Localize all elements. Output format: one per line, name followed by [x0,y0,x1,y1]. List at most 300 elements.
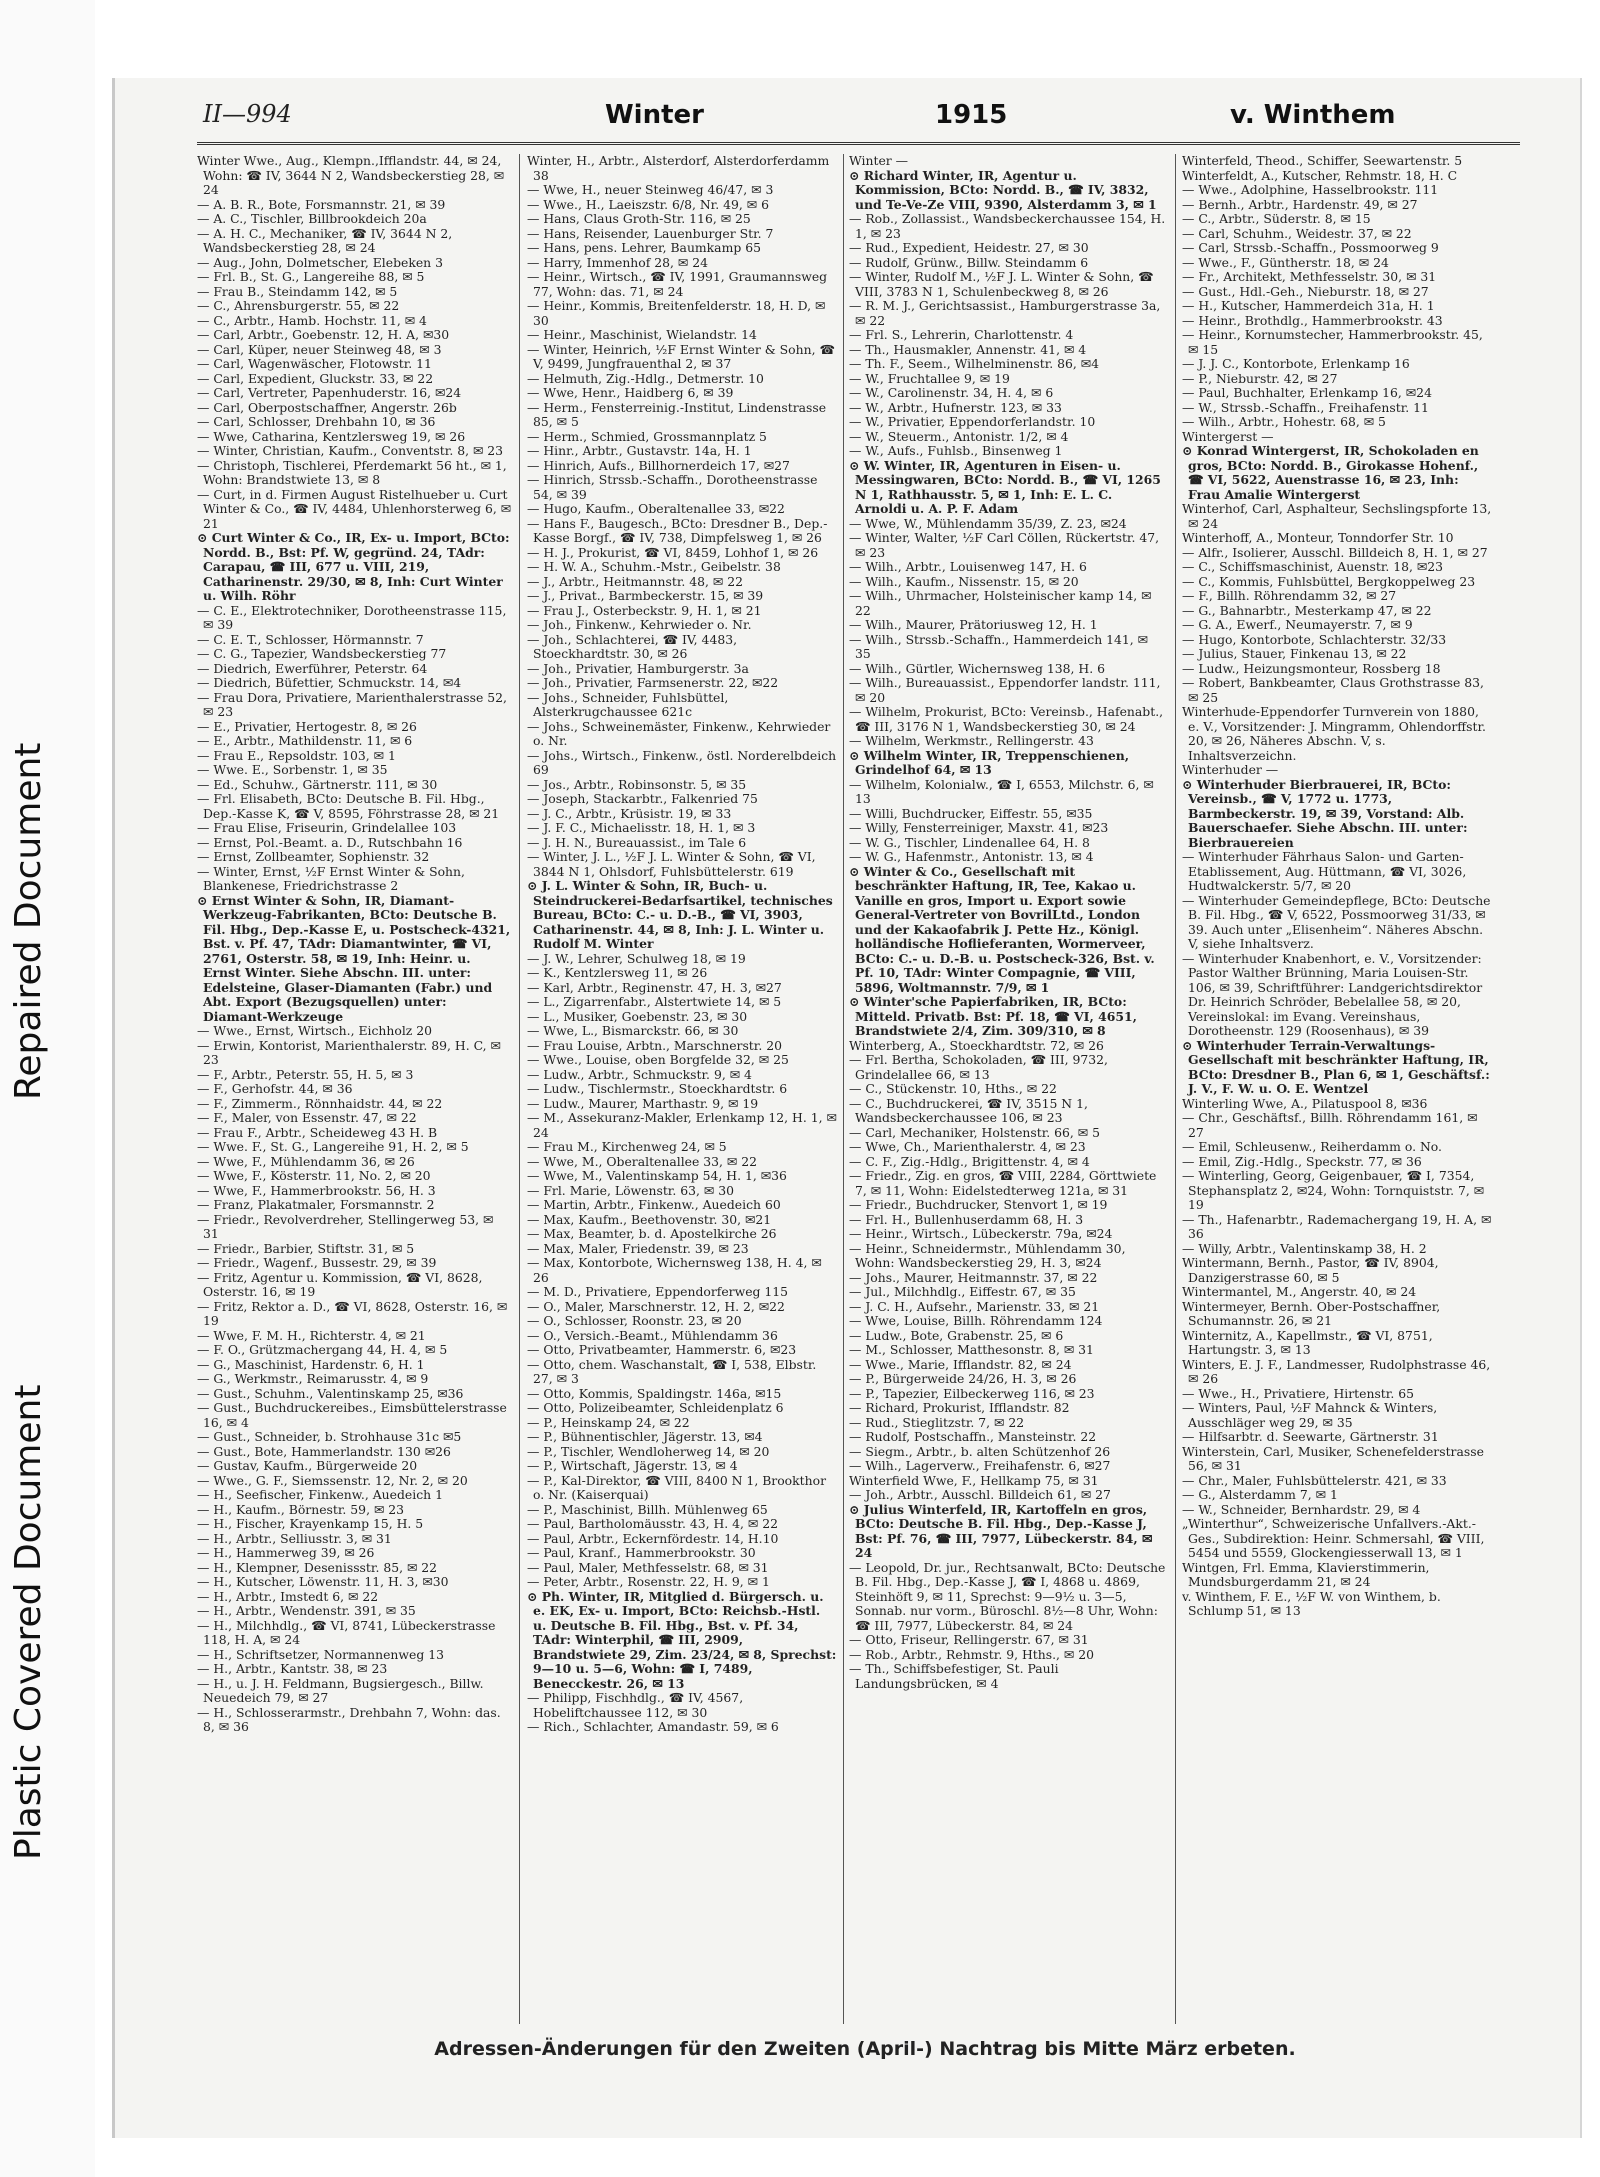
directory-entry: — Ludw., Arbtr., Schmuckstr. 9, ✉ 4 [527,1066,752,1082]
directory-entry: ⊙ Winterhuder Terrain-Verwaltungs-Gesellschaft mit beschränkter Haftung, IR, BCto: Dresdner B., Plan 6, ✉ 1, Geschäftsf.: J. V., F. W. u. O. E. Wentzel [1182,1037,1490,1096]
directory-entry: — Willy, Arbtr., Valentinskamp 38, H. 2 [1182,1240,1427,1256]
plastic-covered-label: Plastic Covered Document [8,1384,49,1860]
directory-entry: Winterstein, Carl, Musiker, Schenefelderstrasse 56, ✉ 31 [1182,1443,1484,1473]
directory-entry: — Wwe., F., Güntherstr. 18, ✉ 24 [1182,254,1389,270]
directory-entry: — C. G., Tapezier, Wandsbeckerstieg 77 [197,646,447,661]
directory-entry: — A. C., Tischler, Billbrookdeich 20a [197,211,427,226]
directory-entry: — Emil, Zig.-Hdlg., Speckstr. 77, ✉ 36 [1182,1153,1422,1169]
directory-entry: — Franz, Plakatmaler, Forsmannstr. 2 [197,1197,435,1212]
directory-entry: — G., Alsterdamm 7, ✉ 1 [1182,1487,1338,1502]
directory-entry: — M., Schlosser, Matthesonstr. 8, ✉ 31 [849,1342,1094,1357]
directory-entry: — G., Bahnarbtr., Mesterkamp 47, ✉ 22 [1182,602,1432,618]
directory-entry: — Gust., Bote, Hammerlandstr. 130 ✉26 [197,1443,451,1459]
scanner-margin [0,0,95,2177]
directory-entry: Winterfeldt, A., Kutscher, Rehmstr. 18, H. C [1182,167,1458,183]
directory-entry: — Wwe, F., Mühlendamm 36, ✉ 26 [197,1153,415,1169]
directory-entry: — Christoph, Tischlerei, Pferdemarkt 56 ht., ✉ 1, Wohn: Brandstwiete 13, ✉ 8 [197,457,507,487]
directory-entry: — W., Steuerm., Antonistr. 1/2, ✉ 4 [849,428,1069,444]
directory-entry: — Wilh., Lagerverw., Freihafenstr. 6, ✉27 [849,1458,1111,1473]
directory-entry: — J., Arbtr., Heitmannstr. 48, ✉ 22 [527,573,743,589]
directory-entry: — Carl, Strssb.-Schaffn., Possmoorweg 9 [1182,240,1439,255]
directory-entry: — Alfr., Isolierer, Ausschl. Billdeich 8, H. 1, ✉ 27 [1182,544,1488,560]
directory-entry: — C., Arbtr., Süderstr. 8, ✉ 15 [1182,211,1371,226]
directory-entry: — W., Carolinenstr. 34, H. 4, ✉ 6 [849,385,1054,400]
directory-entry: — Max, Kontorbote, Wichernsweg 138, H. 4, ✉ 26 [527,1255,822,1285]
directory-entry: — Winter, Ernst, ½F Ernst Winter & Sohn, Blankenese, Friedrichstrasse 2 [197,863,465,893]
directory-entry: — Aug., John, Dolmetscher, Elebeken 3 [197,254,443,270]
directory-entry: — Friedr., Wagenf., Bussestr. 29, ✉ 39 [197,1255,437,1270]
directory-entry: — Carl, Vertreter, Papenhuderstr. 16, ✉24 [197,385,462,400]
directory-entry: — Frl. S., Lehrerin, Charlottenstr. 4 [849,327,1074,342]
directory-entry: — Winter, Christian, Kaufm., Conventstr. 8, ✉ 23 [197,443,504,458]
directory-page [112,78,1582,2138]
header-year: 1915 [935,100,1008,130]
directory-entry: — P., Tischler, Wendloherweg 14, ✉ 20 [527,1443,770,1459]
directory-entry: — G., Werkmstr., Reimarusstr. 4, ✉ 9 [197,1371,429,1386]
directory-entry: ⊙ J. L. Winter & Sohn, IR, Buch- u. Steindruckerei-Bedarfsartikel, technisches Bureau, BCto: C.- u. D.-B., ☎ VI, 3903, Catharinenstr. 44, ✉ 8, Inh: J. L. Winter u. Rudolf M. Winter [527,878,833,951]
directory-entry: — Wwe, M., Oberaltenallee 33, ✉ 22 [527,1153,758,1169]
directory-entry: — Frau Elise, Friseurin, Grindelallee 103 [197,820,457,835]
directory-entry: — Wilh., Kaufm., Nissenstr. 15, ✉ 20 [849,573,1079,589]
directory-entry: — Rud., Stieglitzstr. 7, ✉ 22 [849,1414,1025,1430]
directory-entry: — H., Milchhdlg., ☎ VI, 8741, Lübeckerstrasse 118, H. A, ✉ 24 [197,1617,496,1647]
directory-entry: — Otto, Privatbeamter, Hammerstr. 6, ✉23 [527,1342,797,1357]
directory-entry: — E., Arbtr., Mathildenstr. 11, ✉ 6 [197,733,413,748]
directory-entry: ⊙ Curt Winter & Co., IR, Ex- u. Import, BCto: Nordd. B., Bst: Pf. W, gegründ. 24, TAdr: Carapau, ☎ III, 677 u. VIII, 219, Catharinenstr. 29/30, ✉ 8, Inh: Curt Winter u. Wilh. Röhr [197,530,510,603]
directory-entry: — Frl. Marie, Löwenstr. 63, ✉ 30 [527,1182,734,1198]
directory-entry: — Leopold, Dr. jur., Rechtsanwalt, BCto: Deutsche B. Fil. Hbg., Dep.-Kasse J, ☎ I, 4868 u. 4869, Steinhöft 9, ✉ 11, Sprechst: 9—9½ u. 3—5, Sonnab. nur vorm., Büroschl. 8½—8 Uhr, Wohn: ☎ III, 7977, Lübeckerstr. 84, ✉ 24 [849,1559,1166,1633]
directory-entry: — Wwe, Ch., Marienthalerstr. 4, ✉ 23 [849,1139,1086,1154]
directory-entry: — Heinr., Wirtsch., Lübeckerstr. 79a, ✉24 [849,1226,1113,1241]
directory-entry: — P., Nieburstr. 42, ✉ 27 [1182,370,1338,386]
directory-entry: — Rudolf, Postschaffn., Mansteinstr. 22 [849,1429,1097,1444]
directory-entry: — Willy, Fensterreiniger, Maxstr. 41, ✉23 [849,820,1109,835]
directory-entry: Wintgen, Frl. Emma, Klavierstimmerin, Mundsburgerdamm 21, ✉ 24 [1182,1559,1430,1589]
directory-entry: — Diedrich, Ewerführer, Peterstr. 64 [197,660,428,676]
directory-entry: ⊙ Winter & Co., Gesellschaft mit beschränkter Haftung, IR, Tee, Kakao u. Vanille en gros, Import u. Export sowie General-Vertreter von BovrilLtd., London und der Kakaofabrik J. Pette Hz., Königl. holländische Hoflieferanten, Wormerveer, BCto: C.- u. D.-B. u. Postscheck-326, Bst. v. Pf. 10, TAdr: Winter Compagnie, ☎ VIII, 5896, Woltmannstr. 7/9, ✉ 1 [849,863,1155,995]
directory-entry: — P., Wirtschaft, Jägerstr. 13, ✉ 4 [527,1458,738,1473]
directory-entry: — Heinr., Kommis, Breitenfelderstr. 18, H. D, ✉ 30 [527,298,826,328]
directory-entry: — C., Ahrensburgerstr. 55, ✉ 22 [197,298,400,313]
directory-entry: — Winter, J. L., ½F J. L. Winter & Sohn, ☎ VI, 3844 N 1, Ohlsdorf, Fuhlsbüttelerstr. 619 [527,849,816,879]
directory-entry: — Willi, Buchdrucker, Eiffestr. 55, ✉35 [849,805,1093,821]
directory-entry: — H. W. A., Schuhm.-Mstr., Geibelstr. 38 [527,559,781,574]
directory-entry: — H., Arbtr., Imstedt 6, ✉ 22 [197,1588,379,1604]
directory-entry: Winterhude-Eppendorfer Turnverein von 1880, e. V., Vorsitzender: J. Mingramm, Ohlendorffstr. 20, ✉ 26, Näheres Abschn. V, s. Inhaltsverzeichn. [1182,704,1486,763]
directory-entry: — Carl, Wagenwäscher, Flotowstr. 11 [197,356,432,371]
directory-entry: — Ed., Schuhw., Gärtnerstr. 111, ✉ 30 [197,776,438,792]
directory-entry: ⊙ Winterhuder Bierbrauerei, IR, BCto: Vereinsb., ☎ V, 1772 u. 1773, Barmbeckerstr. 19, ✉ 39, Vorstand: Alb. Bauerschaefer. Siehe Abschn. III. unter: Bierbrauereien [1182,776,1468,850]
directory-entry: — Carl, Mechaniker, Holstenstr. 66, ✉ 5 [849,1124,1101,1140]
directory-entry: — Hinr., Arbtr., Gustavstr. 14a, H. 1 [527,443,752,458]
directory-entry: — Fr., Architekt, Methfesselstr. 30, ✉ 31 [1182,269,1437,284]
page-footer-notice: Adressen-Änderungen für den Zweiten (April-) Nachtrag bis Mitte März erbeten. [434,2038,1296,2060]
directory-entry: — Wwe. F., St. G., Langereihe 91, H. 2, ✉ 5 [197,1139,469,1154]
directory-entry: — Wilh., Strssb.-Schaffn., Hammerdeich 141, ✉ 35 [849,631,1149,661]
directory-entry: — H., Klempner, Desenissstr. 85, ✉ 22 [197,1559,438,1575]
directory-entry: ⊙ Winter'sche Papierfabriken, IR, BCto: Mitteld. Privatb. Bst: Pf. 18, ☎ VI, 4651, Brandstwiete 2/4, Zim. 309/310, ✉ 8 [849,994,1137,1038]
directory-entry: — A. H. C., Mechaniker, ☎ IV, 3644 N 2, Wandsbeckerstieg 28, ✉ 24 [197,225,453,255]
directory-entry: — O., Versich.-Beamt., Mühlendamm 36 [527,1327,778,1343]
directory-entry: — C., Kommis, Fuhlsbüttel, Bergkoppelweg 23 [1182,573,1476,589]
directory-entry: — Emil, Schleusenw., Reiherdamm o. No. [1182,1139,1442,1154]
directory-entry: Winterfeld, Theod., Schiffer, Seewartenstr. 5 [1182,154,1463,168]
directory-entry: — Wwe, H., neuer Steinweg 46/47, ✉ 3 [527,182,774,197]
directory-entry: — Max, Kaufm., Beethovenstr. 30, ✉21 [527,1211,772,1227]
directory-entry: — Rich., Schlachter, Amandastr. 59, ✉ 6 [527,1719,779,1734]
directory-entry: — Jul., Milchhdlg., Eiffestr. 67, ✉ 35 [849,1284,1076,1299]
directory-entry: — Wilh., Arbtr., Louisenweg 147, H. 6 [849,559,1087,574]
directory-entry: — Paul, Arbtr., Eckernfördestr. 14, H.10 [527,1530,779,1546]
directory-entry: — Frl. B., St. G., Langereihe 88, ✉ 5 [197,269,425,284]
directory-entry: — Gust., Hdl.-Geh., Nieburstr. 18, ✉ 27 [1182,283,1429,299]
directory-entry: — Siegm., Arbtr., b. alten Schützenhof 26 [849,1443,1111,1459]
directory-entry: — Gust., Schuhm., Valentinskamp 25, ✉36 [197,1385,464,1401]
header-rule [197,142,1520,145]
directory-entry: — Ludw., Heizungsmonteur, Rossberg 18 [1182,660,1441,676]
directory-entry: — H., Seefischer, Finkenw., Auedeich 1 [197,1487,443,1502]
directory-entry: — A. B. R., Bote, Forsmannstr. 21, ✉ 39 [197,196,446,212]
directory-entry: — Frl. H., Bullenhuserdamm 68, H. 3 [849,1211,1084,1227]
directory-entry: — Johs., Wirtsch., Finkenw., östl. Norderelbdeich 69 [527,747,837,777]
directory-entry: — Winterhuder Fährhaus Salon- und Garten-Etablissement, Aug. Hüttmann, ☎ VI, 3026, Hudtwalckerstr. 5/7, ✉ 20 [1182,849,1467,893]
directory-entry: — Johs., Schweinemäster, Finkenw., Kehrwieder o. Nr. [527,718,831,748]
directory-entry: — Ludw., Bote, Grabenstr. 25, ✉ 6 [849,1327,1064,1343]
directory-entry: ⊙ Ph. Winter, IR, Mitglied d. Bürgersch. u. e. EK, Ex- u. Import, BCto: Reichsb.-Hstl. u. Deutsche B. Fil. Hbg., Bst. v. Pf. 34, TAdr: Winterphil, ☎ III, 2909, Brandstwiete 29, Zim. 23/24, ✉ 8, Sprechst: 9—10 u. 5—6, Wohn: ☎ I, 7489, Benecckestr. 26, ✉ 13 [527,1588,837,1691]
directory-entry: Winter — [849,154,909,168]
directory-entry: — Winters, Paul, ½F Mahnck & Winters, Ausschläger weg 29, ✉ 35 [1182,1400,1438,1430]
column-1 [197,154,512,2024]
directory-entry: — H. J., Prokurist, ☎ VI, 8459, Lohhof 1, ✉ 26 [527,544,819,560]
directory-entry: — Otto, Polizeibeamter, Schleidenplatz 6 [527,1400,784,1415]
directory-entry: ⊙ Konrad Wintergerst, IR, Schokoladen en gros, BCto: Nordd. B., Girokasse Hohenf., ☎ VI, 5622, Auenstrasse 16, ✉ 23, Inh: Frau Amalie Wintergerst [1182,443,1479,502]
column-4 [1182,154,1492,2024]
directory-entry: — Julius, Stauer, Finkenau 13, ✉ 22 [1182,646,1407,661]
directory-entry: — Hans F., Baugesch., BCto: Dresdner B., Dep.-Kasse Borgf., ☎ IV, 738, Dimpfelsweg 1, ✉ 26 [527,515,828,545]
directory-entry: Wintermeyer, Bernh. Ober-Postschaffner, Schumannstr. 26, ✉ 21 [1182,1298,1441,1328]
directory-entry: — Herm., Schmied, Grossmannplatz 5 [527,428,767,444]
directory-entry: Winter, H., Arbtr., Alsterdorf, Alsterdorferdamm 38 [527,154,830,183]
directory-entry: — Fritz, Agentur u. Kommission, ☎ VI, 8628, Osterstr. 16, ✉ 19 [197,1269,483,1299]
directory-entry: — Joh., Privatier, Farmsenerstr. 22, ✉22 [527,675,779,690]
directory-entry: — Wwe., Adolphine, Hasselbrookstr. 111 [1182,182,1439,197]
directory-entry: — C., Schiffsmaschinist, Auenstr. 18, ✉23 [1182,559,1444,574]
directory-entry: — Frau F., Arbtr., Scheideweg 43 H. B [197,1124,438,1140]
directory-entry: — Heinr., Brothdlg., Hammerbrookstr. 43 [1182,312,1443,328]
directory-entry: ⊙ Julius Winterfeld, IR, Kartoffeln en gros, BCto: Deutsche B. Fil. Hbg., Dep.-Kasse J, Bst: Pf. 76, ☎ III, 7977, Lübeckerstr. 84, ✉ 24 [849,1501,1153,1560]
directory-entry: — Wwe., G. F., Siemssenstr. 12, Nr. 2, ✉ 20 [197,1472,468,1488]
directory-entry: ⊙ Richard Winter, IR, Agentur u. Kommission, BCto: Nordd. B., ☎ IV, 3832, und Te-Ve-Ze VIII, 9390, Alsterdamm 3, ✉ 1 [849,167,1157,212]
directory-entry: — Carl, Schuhm., Weidestr. 37, ✉ 22 [1182,225,1412,241]
directory-entry: — O., Schlosser, Roonstr. 23, ✉ 20 [527,1313,742,1328]
directory-entry: — Gust., Buchdruckereibes., Eimsbüttelerstrasse 16, ✉ 4 [197,1400,507,1430]
directory-entry: — Th., Hausmakler, Annenstr. 41, ✉ 4 [849,341,1087,357]
directory-entry: — Johs., Maurer, Heitmannstr. 37, ✉ 22 [849,1269,1098,1285]
directory-entry: — W. G., Tischler, Lindenallee 64, H. 8 [849,834,1090,850]
directory-entry: Winter Wwe., Aug., Klempn.,Ifflandstr. 44, ✉ 24, Wohn: ☎ IV, 3644 N 2, Wandsbeckerstieg 28, ✉ 24 [197,154,505,197]
directory-entry: — Frau B., Steindamm 142, ✉ 5 [197,283,398,299]
column-2 [527,154,837,2024]
directory-entry: — O., Maler, Marschnerstr. 12, H. 2, ✉22 [527,1298,785,1314]
directory-entry: — Joh., Finkenw., Kehrwieder o. Nr. [527,617,752,632]
directory-entry: — Wilh., Gürtler, Wichernsweg 138, H. 6 [849,660,1105,676]
directory-entry: — H., Arbtr., Wendenstr. 391, ✉ 35 [197,1603,416,1618]
directory-entry: „Winterthur“, Schweizerische Unfallvers.-Akt.-Ges., Subdirektion: Heinr. Schmersahl, ☎ VIII, 5454 und 5559, Glockengiesserwall 13, ✉ 1 [1182,1516,1485,1560]
column-divider [1175,154,1176,2024]
directory-entry: — Heinr., Kornumstecher, Hammerbrookstr. 45, ✉ 15 [1182,327,1483,357]
directory-entry: — F., Zimmerm., Rönnhaidstr. 44, ✉ 22 [197,1095,443,1111]
directory-entry: — Frau M., Kirchenweg 24, ✉ 5 [527,1139,727,1154]
directory-entry: — Friedr., Buchdrucker, Stenvort 1, ✉ 19 [849,1197,1108,1212]
directory-entry: — L., Zigarrenfabr., Alstertwiete 14, ✉ 5 [527,994,782,1009]
directory-entry: — Max, Beamter, b. d. Apostelkirche 26 [527,1226,777,1241]
directory-entry: — Th., Hafenarbtr., Rademachergang 19, H. A, ✉ 36 [1182,1211,1492,1241]
directory-entry: — Carl, Schlosser, Drehbahn 10, ✉ 36 [197,414,436,429]
directory-entry: — W., Arbtr., Hufnerstr. 123, ✉ 33 [849,399,1062,415]
directory-entry: — Wwe., Ernst, Wirtsch., Eichholz 20 [197,1023,433,1038]
directory-entry: — Carl, Küper, neuer Steinweg 48, ✉ 3 [197,341,442,357]
directory-entry: — Winter, Walter, ½F Carl Cöllen, Rückertstr. 47, ✉ 23 [849,530,1160,560]
directory-entry: — Frau Dora, Privatiere, Marienthalerstrasse 52, ✉ 23 [197,689,507,719]
directory-entry: — R. M. J., Gerichtsassist., Hamburgerstrasse 3a, ✉ 22 [849,298,1161,328]
directory-entry: — W., Fruchtallee 9, ✉ 19 [849,370,1010,386]
directory-entry: — Otto, Kommis, Spaldingstr. 146a, ✉15 [527,1385,782,1401]
directory-entry: Wintergerst — [1182,428,1274,444]
directory-entry: — Jos., Arbtr., Robinsonstr. 5, ✉ 35 [527,776,747,792]
directory-entry: — Hinrich, Strssb.-Schaffn., Dorotheenstrasse 54, ✉ 39 [527,472,818,502]
directory-entry: — Gust., Schneider, b. Strohhause 31c ✉5 [197,1429,462,1444]
directory-entry: — Wilhelm, Kolonialw., ☎ I, 6553, Milchstr. 6, ✉ 13 [849,776,1154,806]
directory-entry: — Harry, Immenhof 28, ✉ 24 [527,254,709,270]
directory-entry: — Martin, Arbtr., Finkenw., Auedeich 60 [527,1197,781,1212]
directory-entry: — Hugo, Kontorbote, Schlachterstr. 32/33 [1182,631,1447,647]
directory-entry: — Philipp, Fischhdlg., ☎ IV, 4567, Hobeliftchaussee 112, ✉ 30 [527,1690,744,1720]
directory-entry: — Winter, Heinrich, ½F Ernst Winter & Sohn, ☎ V, 9499, Jungfrauenthal 2, ✉ 37 [527,341,835,371]
directory-entry: Winterling Wwe, A., Pilatuspool 8, ✉36 [1182,1095,1428,1111]
directory-entry: — F. O., Grützmachergang 44, H. 4, ✉ 5 [197,1342,448,1357]
directory-entry: — Chr., Maler, Fuhlsbüttelerstr. 421, ✉ 33 [1182,1472,1447,1488]
directory-entry: — F., Gerhofstr. 44, ✉ 36 [197,1081,353,1096]
directory-entry: — F., Billh. Röhrendamm 32, ✉ 27 [1182,588,1397,603]
directory-entry: — P., Maschinist, Billh. Mühlenweg 65 [527,1501,768,1517]
directory-entry: — H., Kutscher, Hammerdeich 31a, H. 1 [1182,298,1435,313]
directory-entry: Winterhof, Carl, Asphalteur, Sechslingspforte 13, ✉ 24 [1182,501,1492,531]
directory-entry: — Peter, Arbtr., Rosenstr. 22, H. 9, ✉ 1 [527,1574,770,1589]
directory-entry: — L., Musiker, Goebenstr. 23, ✉ 30 [527,1008,748,1024]
directory-entry: — Wwe, F., Kösterstr. 11, No. 2, ✉ 20 [197,1168,431,1183]
directory-entry: — Otto, Friseur, Rellingerstr. 67, ✉ 31 [849,1632,1089,1647]
directory-entry: — H., Hammerweg 39, ✉ 26 [197,1545,375,1560]
directory-entry: — C., Stückenstr. 10, Hths., ✉ 22 [849,1081,1057,1096]
directory-entry: — Ludw., Tischlermstr., Stoeckhardtstr. 6 [527,1081,788,1096]
directory-entry: — Robert, Bankbeamter, Claus Grothstrasse 83, ✉ 25 [1182,675,1484,705]
directory-entry: — Rudolf, Grünw., Billw. Steindamm 6 [849,254,1089,270]
directory-entry: — Wwe, F., Hammerbrookstr. 56, H. 3 [197,1182,436,1198]
directory-entry: — Karl, Arbtr., Reginenstr. 47, H. 3, ✉27 [527,979,782,995]
directory-entry: — Joh., Arbtr., Ausschl. Billdeich 61, ✉ 27 [849,1487,1111,1502]
directory-entry: — Rob., Arbtr., Rehmstr. 9, Hths., ✉ 20 [849,1646,1094,1662]
directory-entry: — K., Kentzlersweg 11, ✉ 26 [527,965,708,980]
directory-entry: — Joseph, Stackarbtr., Falkenried 75 [527,791,758,806]
directory-entry: — P., Bürgerweide 24/26, H. 3, ✉ 26 [849,1371,1077,1386]
directory-entry: — P., Tapezier, Eilbeckerweg 116, ✉ 23 [849,1385,1095,1401]
directory-entry: — H., Arbtr., Kantstr. 38, ✉ 23 [197,1661,388,1676]
directory-entry: — Carl, Oberpostschaffner, Angerstr. 26b [197,399,457,415]
directory-entry: — W., Strssb.-Schaffn., Freihafenstr. 11 [1182,399,1429,415]
directory-entry: — Bernh., Arbtr., Hardenstr. 49, ✉ 27 [1182,196,1418,212]
directory-entry: — W., Schneider, Bernhardstr. 29, ✉ 4 [1182,1501,1421,1517]
directory-entry: — H., Fischer, Krayenkamp 15, H. 5 [197,1516,424,1531]
directory-entry: Winterhuder — [1182,762,1279,777]
page-number: II—994 [203,100,292,128]
directory-entry: ⊙ W. Winter, IR, Agenturen in Eisen- u. Messingwaren, BCto: Nordd. B., ☎ VI, 1265 N 1, Rathhausstr. 5, ✉ 1, Inh: E. L. C. Arnoldi u. A. P. F. Adam [849,457,1161,516]
directory-entry: — P., Heinskamp 24, ✉ 22 [527,1414,690,1430]
directory-entry: — J. J. C., Kontorbote, Erlenkamp 16 [1182,356,1410,371]
directory-entry: — Erwin, Kontorist, Marienthalerstr. 89, H. C, ✉ 23 [197,1037,501,1067]
directory-entry: — Wwe, Henr., Haidberg 6, ✉ 39 [527,385,734,400]
entry-columns [197,154,1527,2024]
directory-entry: — Wwe., Marie, Ifflandstr. 82, ✉ 24 [849,1356,1072,1372]
directory-entry: — G. A., Ewerf., Neumayerstr. 7, ✉ 9 [1182,617,1413,632]
directory-entry: — Th., Schiffsbefestiger, St. Pauli Landungsbrücken, ✉ 4 [849,1661,1059,1691]
directory-entry: — Carl, Expedient, Gluckstr. 33, ✉ 22 [197,370,434,386]
directory-entry: — Th. F., Seem., Wilhelminenstr. 86, ✉4 [849,356,1100,371]
directory-entry: — H., Kaufm., Börnestr. 59, ✉ 23 [197,1501,405,1517]
directory-entry: — Herm., Fensterreinig.-Institut, Lindenstrasse 85, ✉ 5 [527,399,827,429]
directory-entry: — Hans, Claus Groth-Str. 116, ✉ 25 [527,211,751,226]
directory-entry: — Joh., Privatier, Hamburgerstr. 3a [527,660,749,676]
directory-entry: — Otto, chem. Waschanstalt, ☎ I, 538, Elbstr. 27, ✉ 3 [527,1356,817,1386]
directory-entry: — Joh., Schlachterei, ☎ IV, 4483, Stoeckhardtstr. 30, ✉ 26 [527,631,738,661]
directory-entry: — Frau E., Repsoldstr. 103, ✉ 1 [197,747,396,763]
directory-entry: — Ernst, Pol.-Beamt. a. D., Rutschbahn 16 [197,834,463,850]
directory-entry: — Friedr., Revolverdreher, Stellingerweg 53, ✉ 31 [197,1211,494,1241]
directory-entry: — H., Schriftsetzer, Normannenweg 13 [197,1646,444,1662]
directory-entry: — Winterhuder Knabenhort, e. V., Vorsitzender: Pastor Walther Brünning, Maria Louisen-Str. 106, ✉ 39, Schriftführer: Landgerichtsdirektor Dr. Heinrich Schröder, Bebelallee 58, ✉ 20, Vereinslokal: im Evang. Vereinshaus, Dorotheenstr. 129 (Roosenhaus), ✉ 39 [1182,950,1483,1038]
directory-entry: — Max, Maler, Friedenstr. 39, ✉ 23 [527,1240,749,1256]
directory-entry: Winters, E. J. F., Landmesser, Rudolphstrasse 46, ✉ 26 [1182,1356,1491,1386]
directory-entry: — Ludw., Maurer, Marthastr. 9, ✉ 19 [527,1095,759,1111]
directory-entry: — M. D., Privatiere, Eppendorferweg 115 [527,1284,789,1299]
directory-entry: — Fritz, Rektor a. D., ☎ VI, 8628, Osterstr. 16, ✉ 19 [197,1298,508,1328]
directory-entry: — C. E. T., Schlosser, Hörmannstr. 7 [197,631,424,647]
directory-entry: — Wilh., Arbtr., Hohestr. 68, ✉ 5 [1182,414,1386,429]
directory-entry: v. Winthem, F. E., ½F W. von Winthem, b. Schlump 51, ✉ 13 [1182,1588,1441,1618]
directory-entry: — H., Schlosserarmstr., Drehbahn 7, Wohn: das. 8, ✉ 36 [197,1704,501,1734]
directory-entry: — Hilfsarbtr. d. Seewarte, Gärtnerstr. 31 [1182,1429,1439,1444]
directory-entry: — Wwe., H., Laeiszstr. 6/8, Nr. 49, ✉ 6 [527,196,769,212]
directory-entry: — Johs., Schneider, Fuhlsbüttel, Alsterkrugchaussee 621c [527,689,729,719]
directory-entry: — W., Privatier, Eppendorferlandstr. 10 [849,414,1096,429]
column-divider [843,154,844,2024]
directory-entry: — H., Kutscher, Löwenstr. 11, H. 3, ✉30 [197,1574,449,1589]
directory-entry: Winterhoff, A., Monteur, Tonndorfer Str. 10 [1182,530,1454,545]
directory-entry: — C. E., Elektrotechniker, Dorotheenstrasse 115, ✉ 39 [197,602,507,632]
column-divider [519,154,520,2024]
directory-entry: — F., Arbtr., Peterstr. 55, H. 5, ✉ 3 [197,1066,414,1082]
directory-entry: — Gustav, Kaufm., Bürgerweide 20 [197,1458,418,1473]
directory-entry: — J. F. C., Michaelisstr. 18, H. 1, ✉ 3 [527,820,756,835]
directory-entry: — Wilh., Uhrmacher, Holsteinischer kamp 14, ✉ 22 [849,588,1152,618]
directory-entry: — Paul, Kranf., Hammerbrookstr. 30 [527,1545,756,1560]
directory-entry: — Hans, pens. Lehrer, Baumkamp 65 [527,240,761,255]
directory-entry: — P., Kal-Direktor, ☎ VIII, 8400 N 1, Brookthor o. Nr. (Kaiserquai) [527,1472,826,1502]
directory-entry: — Chr., Geschäftsf., Billh. Röhrendamm 161, ✉ 27 [1182,1110,1478,1140]
repaired-document-label: Repaired Document [8,742,49,1100]
directory-entry: — W. G., Hafenmstr., Antonistr. 13, ✉ 4 [849,849,1094,864]
directory-entry: — J. C. H., Aufsehr., Marienstr. 33, ✉ 21 [849,1298,1100,1314]
directory-entry: — Hinrich, Aufs., Billhornerdeich 17, ✉27 [527,457,790,473]
directory-entry: — Wwe., Louise, oben Borgfelde 32, ✉ 25 [527,1052,789,1067]
directory-entry: Winternitz, A., Kapellmstr., ☎ VI, 8751, Hartungstr. 3, ✉ 13 [1182,1327,1433,1357]
directory-entry: — Rob., Zollassist., Wandsbeckerchaussee 154, H. 1, ✉ 23 [849,211,1166,241]
directory-entry: — Frau J., Osterbeckstr. 9, H. 1, ✉ 21 [527,602,762,618]
directory-entry: Wintermantel, M., Angerstr. 40, ✉ 24 [1182,1284,1417,1299]
directory-entry: — Paul, Buchhalter, Erlenkamp 16, ✉24 [1182,385,1432,400]
directory-entry: — Wilhelm, Prokurist, BCto: Vereinsb., Hafenabt., ☎ III, 3176 N 1, Wandsbeckerstieg 30, ✉ 24 [849,704,1164,734]
directory-entry: — Paul, Maler, Methfesselstr. 68, ✉ 31 [527,1559,769,1575]
directory-entry: — Wwe, Louise, Billh. Röhrendamm 124 [849,1313,1103,1328]
directory-entry: — J. C., Arbtr., Krüsistr. 19, ✉ 33 [527,805,732,821]
directory-entry: — Wwe, W., Mühlendamm 35/39, Z. 23, ✉24 [849,515,1127,531]
directory-entry: — Friedr., Zig. en gros, ☎ VIII, 2284, Görttwiete 7, ✉ 11, Wohn: Eidelstedterweg 121a, ✉ 31 [849,1168,1157,1198]
directory-entry: — Wilh., Bureauassist., Eppendorfer landstr. 111, ✉ 20 [849,675,1161,705]
directory-entry: — Frau Louise, Arbtn., Marschnerstr. 20 [527,1037,782,1053]
directory-entry: — F., Maler, von Essenstr. 47, ✉ 22 [197,1110,417,1125]
directory-entry: — C., Buchdruckerei, ☎ IV, 3515 N 1, Wandsbeckerchaussee 106, ✉ 23 [849,1095,1088,1125]
directory-entry: — Hans, Reisender, Lauenburger Str. 7 [527,225,774,241]
header-range-end: v. Winthem [1230,100,1396,130]
directory-entry: — Wilhelm, Werkmstr., Rellingerstr. 43 [849,733,1094,748]
directory-entry: — Carl, Arbtr., Goebenstr. 12, H. A, ✉30 [197,327,450,342]
directory-entry: Winterfield Wwe, F., Hellkamp 75, ✉ 31 [849,1472,1099,1488]
directory-entry: — Ernst, Zollbeamter, Sophienstr. 32 [197,849,430,864]
directory-entry: — Richard, Prokurist, Ifflandstr. 82 [849,1400,1070,1415]
directory-entry: — Rud., Expedient, Heidestr. 27, ✉ 30 [849,240,1089,255]
directory-entry: — Wwe, M., Valentinskamp 54, H. 1, ✉36 [527,1168,787,1183]
directory-entry: — Winterling, Georg, Geigenbauer, ☎ I, 7354, Stephansplatz 2, ✉24, Wohn: Tornquiststr. 7, ✉ 19 [1182,1168,1485,1212]
directory-entry: — P., Bühnentischler, Jägerstr. 13, ✉4 [527,1429,763,1444]
directory-entry: — Friedr., Barbier, Stiftstr. 31, ✉ 5 [197,1240,415,1256]
directory-entry: — Heinr., Maschinist, Wielandstr. 14 [527,327,757,342]
directory-entry: — Heinr., Wirtsch., ☎ IV, 1991, Graumannsweg 77, Wohn: das. 71, ✉ 24 [527,269,828,299]
directory-entry: — Wwe. E., Sorbenstr. 1, ✉ 35 [197,762,388,777]
directory-entry: — C., Arbtr., Hamb. Hochstr. 11, ✉ 4 [197,312,427,328]
directory-entry: — C. F., Zig.-Hdlg., Brigittenstr. 4, ✉ 4 [849,1153,1090,1169]
directory-entry: — J. W., Lehrer, Schulweg 18, ✉ 19 [527,950,746,966]
column-3 [849,154,1167,2024]
directory-entry: — Winter, Rudolf M., ½F J. L. Winter & Sohn, ☎ VIII, 3783 N 1, Schulenbeckweg 8, ✉ 26 [849,269,1154,299]
directory-entry: — Helmuth, Zig.-Hdlg., Detmerstr. 10 [527,370,764,386]
directory-entry: — Wwe, Catharina, Kentzlersweg 19, ✉ 26 [197,428,466,444]
directory-entry: — J. H. N., Bureauassist., im Tale 6 [527,834,747,850]
directory-entry: — Hugo, Kaufm., Oberaltenallee 33, ✉22 [527,501,785,516]
directory-entry: — Wwe, L., Bismarckstr. 66, ✉ 30 [527,1023,739,1038]
directory-entry: — Wwe., H., Privatiere, Hirtenstr. 65 [1182,1385,1414,1401]
directory-entry: — M., Assekuranz-Makler, Erlenkamp 12, H. 1, ✉ 24 [527,1110,837,1140]
directory-entry: ⊙ Ernst Winter & Sohn, IR, Diamant-Werkzeug-Fabrikanten, BCto: Deutsche B. Fil. Hbg., Dep.-Kasse E, u. Postscheck-4321, Bst. v. Pf. 47, TAdr: Diamantwinter, ☎ VI, 2761, Osterstr. 58, ✉ 19, Inh: Heinr. u. Ernst Winter. Siehe Abschn. III. unter: Edelsteine, Glaser-Diamanten (Fabr.) und Abt. Export (Bezugsquellen) unter: Diamant-Werkzeuge [197,892,511,1024]
directory-entry: — Winterhuder Gemeindepflege, BCto: Deutsche B. Fil. Hbg., ☎ V, 6522, Possmoorweg 31/33, ✉ 39. Auch unter „Elisenheim“. Näheres Abschn. V, siehe Inhaltsverz. [1182,892,1491,951]
directory-entry: — Curt, in d. Firmen August Ristelhueber u. Curt Winter & Co., ☎ IV, 4484, Uhlenhorsterweg 6, ✉ 21 [197,486,512,531]
directory-entry: — E., Privatier, Hertogestr. 8, ✉ 26 [197,718,417,734]
directory-entry: — Wwe, F. M. H., Richterstr. 4, ✉ 21 [197,1327,426,1343]
header-keyword: Winter [605,100,704,130]
directory-entry: — H., u. J. H. Feldmann, Bugsiergesch., Billw. Neuedeich 79, ✉ 27 [197,1675,484,1705]
directory-entry: — H., Arbtr., Selliusstr. 3, ✉ 31 [197,1530,392,1546]
directory-entry: — Paul, Bartholomäusstr. 43, H. 4, ✉ 22 [527,1516,778,1531]
directory-entry: — Wilh., Maurer, Prätoriusweg 12, H. 1 [849,617,1098,632]
directory-entry: ⊙ Wilhelm Winter, IR, Treppenschienen, Grindelhof 64, ✉ 13 [849,747,1130,777]
